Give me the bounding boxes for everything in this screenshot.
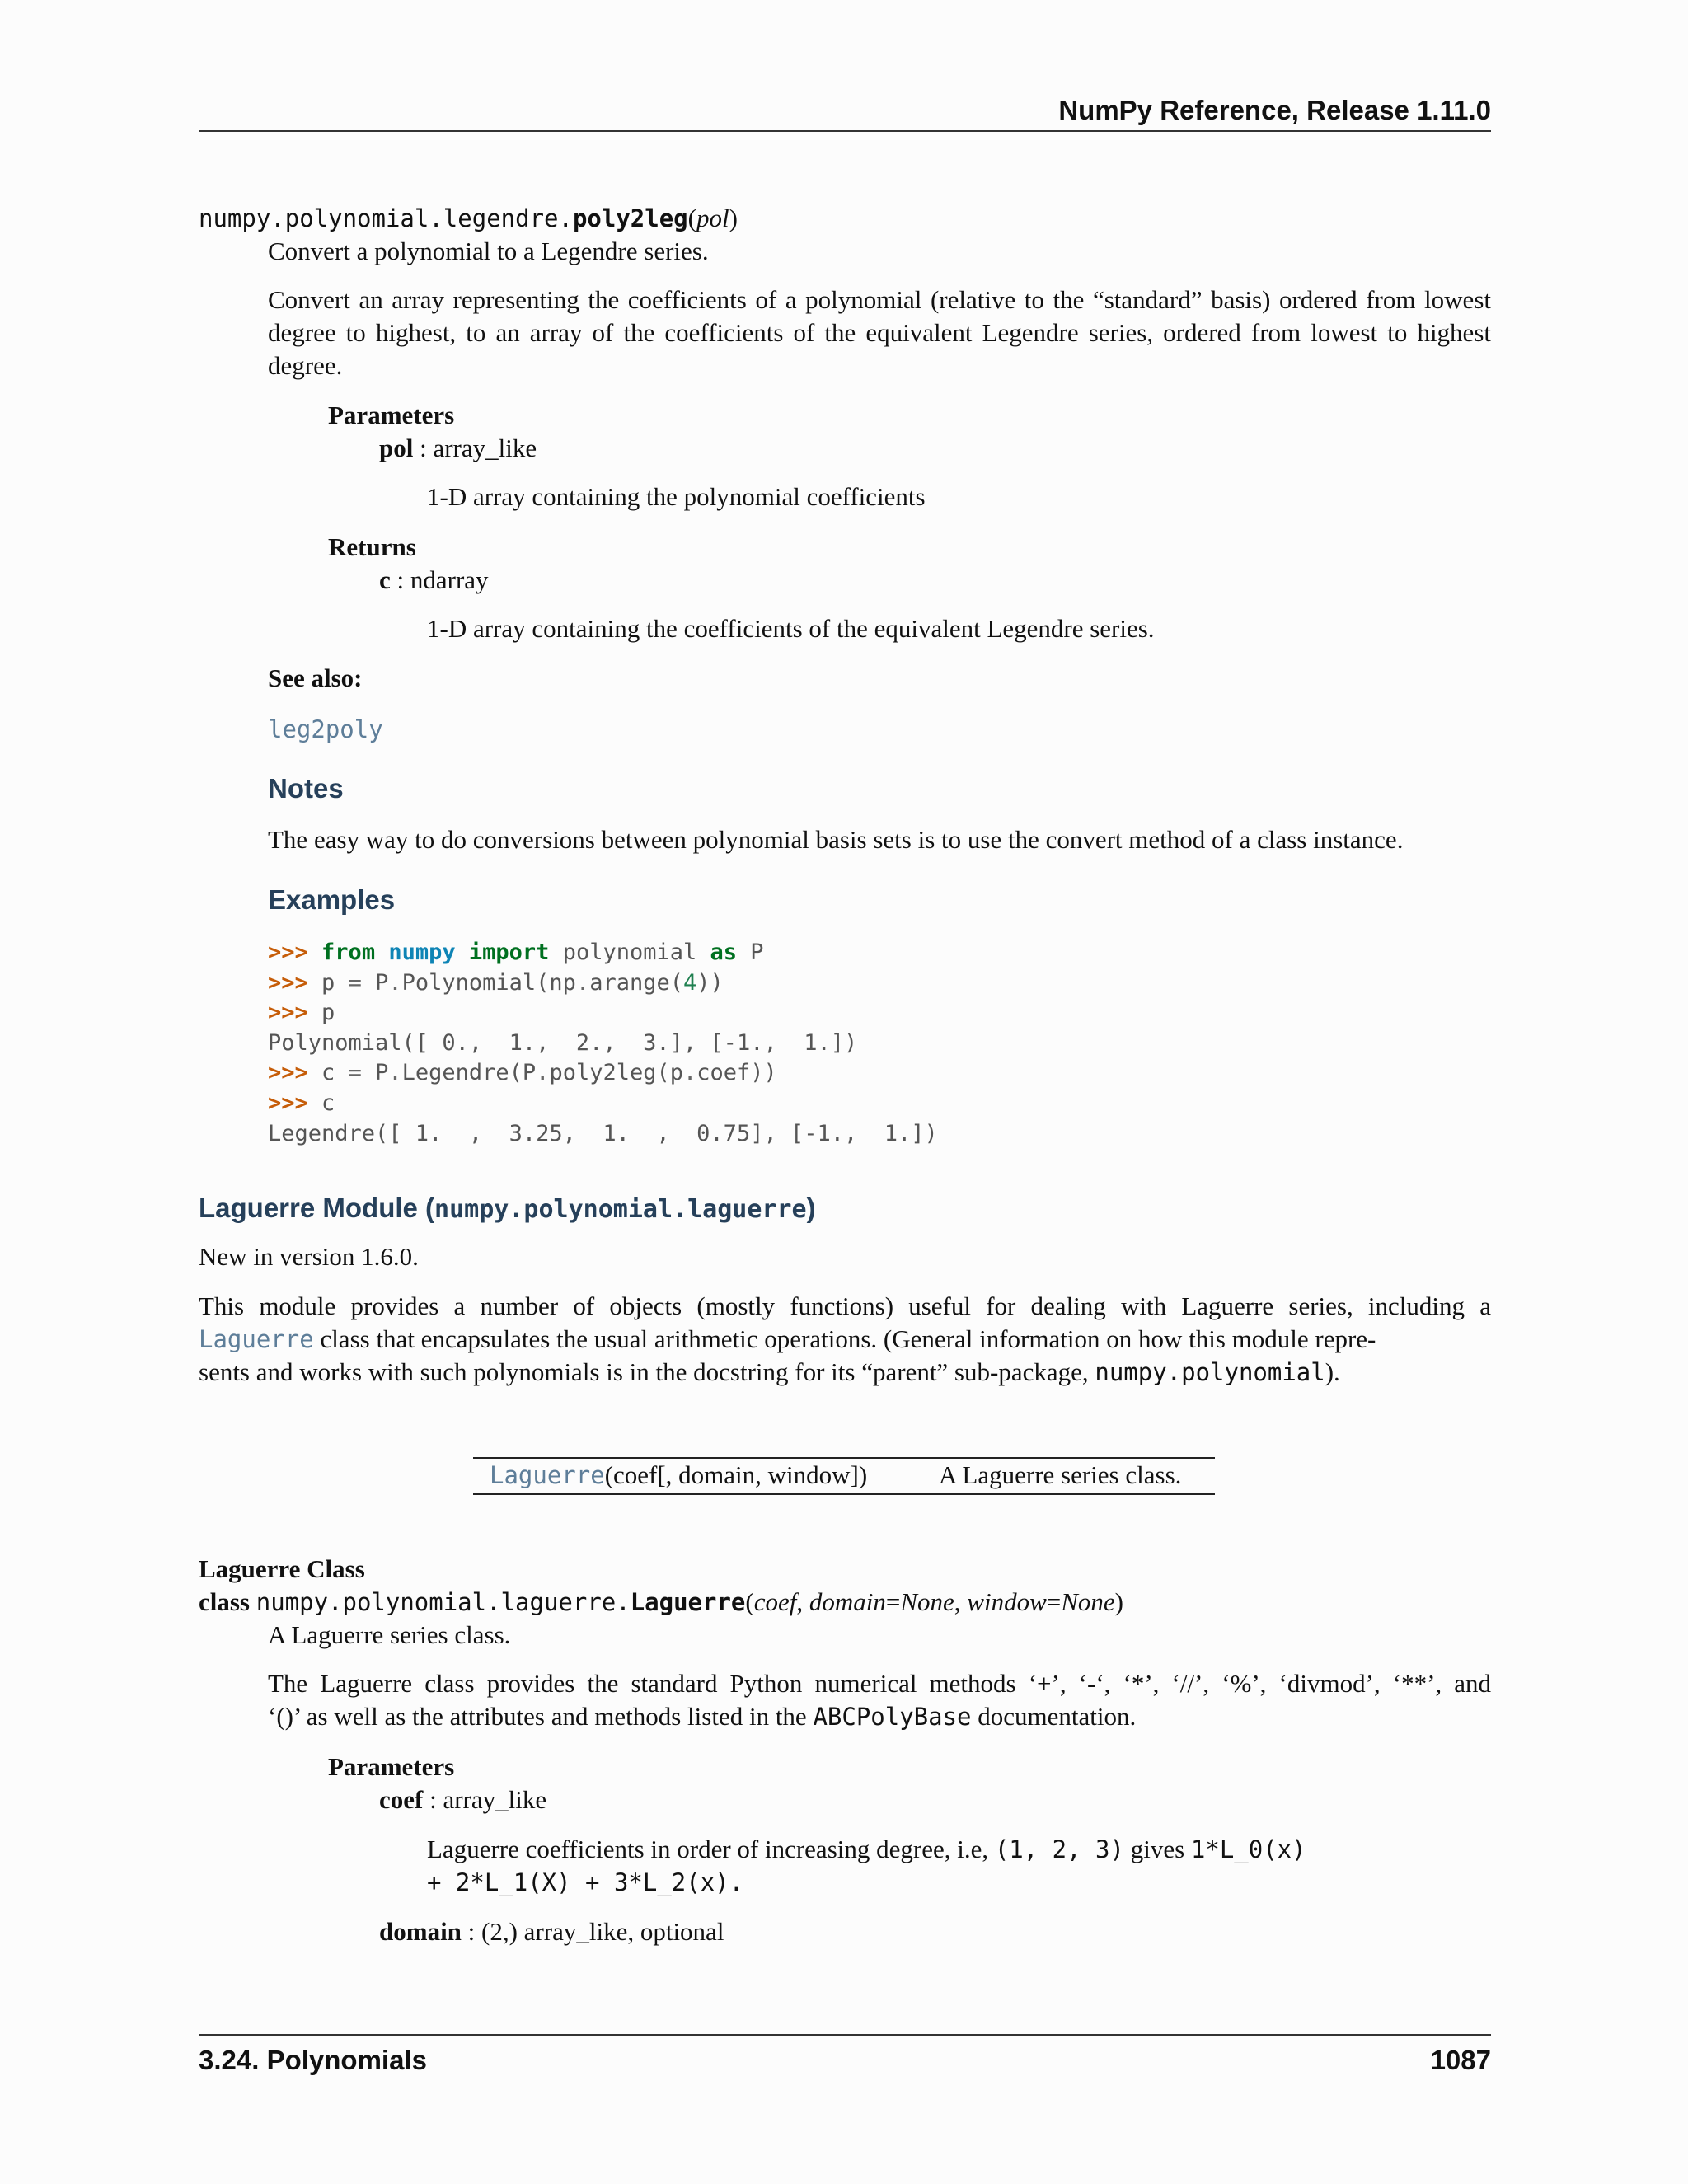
autosummary-table: [473, 1457, 1215, 1495]
class-param1-type: : array_like: [423, 1785, 547, 1814]
desc-line-2: [199, 1323, 1491, 1356]
sig-open-paren: (: [687, 204, 696, 232]
laguerre-module-description: [199, 1290, 1491, 1389]
param-pol-description: 1-D array containing the polynomial coefficients: [427, 482, 926, 511]
summary-signature: (coef[, domain, window]): [604, 1460, 868, 1489]
notes-heading: Notes: [268, 773, 344, 804]
page-footer: [199, 2034, 1491, 2075]
footer-page-number: 1087: [1430, 2045, 1491, 2075]
class-param-window-default: None: [1061, 1587, 1115, 1616]
sig-close-paren: ): [729, 204, 738, 232]
class-param1-name: coef: [379, 1785, 424, 1814]
coef-desc-line-1: [427, 1833, 1491, 1866]
laguerre-class-link[interactable]: Laguerre: [199, 1325, 314, 1353]
footer-section: 3.24. Polynomials: [199, 2045, 427, 2075]
return-type: : ndarray: [390, 565, 489, 594]
param-type: : array_like: [413, 434, 537, 462]
notes-text: The easy way to do conversions between polynomial basis sets is to use the convert method of a class instance.: [268, 825, 1404, 854]
class-sig-prefix: numpy.polynomial.laguerre.: [256, 1588, 631, 1616]
return-c: [379, 564, 489, 597]
example-code-block: >>> from numpy import polynomial as P >>> p = P.Polynomial(np.arange(4)) >>> p Polynomial([ 0., 1., 2., 3.], [-1., 1.]) >>> c = P.Legendre(P.poly2leg(p.coef)) >>> c Legendre([ 1. , 3.25, 1. , 0.75], [-1., 1.]): [268, 940, 938, 1146]
class-param-domain: domain: [809, 1587, 886, 1616]
class-parameters-label: Parameters: [328, 1752, 455, 1781]
returns-label: Returns: [328, 532, 416, 561]
new-in-version: New in version 1.6.0.: [199, 1242, 419, 1271]
examples-heading: Examples: [268, 884, 396, 915]
parent-package-name: numpy.polynomial: [1095, 1358, 1325, 1386]
class-param-domain-default: None: [900, 1587, 954, 1616]
heading-text: Laguerre Module (: [199, 1193, 435, 1223]
class-desc-line-1: The Laguerre class provides the standard Python numerical methods ‘+’, ‘-‘, ‘*’, ‘//’, ‘%’, ‘divmod’, ‘**’, and: [268, 1669, 1491, 1698]
desc-line-3-end: ).: [1325, 1357, 1340, 1386]
coef-example-terms-rest: + 2*L_1(X) + 3*L_2(x).: [427, 1868, 744, 1896]
class-param-domain-entry: [379, 1915, 724, 1948]
see-also-label: See also:: [268, 663, 363, 692]
summary-laguerre-link[interactable]: Laguerre: [490, 1461, 605, 1489]
sig-function-name: poly2leg: [572, 204, 688, 232]
summary-row-signature: [490, 1459, 867, 1492]
coef-desc-text: Laguerre coefficients in order of increasing degree, i.e,: [427, 1835, 995, 1863]
laguerre-class-summary: A Laguerre series class.: [268, 1620, 511, 1649]
desc-line-1: This module provides a number of objects (mostly functions) useful for dealing with Laguerre series, including a: [199, 1291, 1491, 1320]
return-name: c: [379, 565, 391, 594]
laguerre-class-title: Laguerre Class: [199, 1554, 365, 1583]
page-header: [199, 91, 1491, 132]
heading-close: ): [806, 1193, 816, 1223]
heading-module-path: numpy.polynomial.laguerre: [434, 1195, 807, 1224]
see-also-link-leg2poly[interactable]: leg2poly: [268, 715, 383, 743]
desc-line-2-text: class that encapsulates the usual arithmetic operations. (General information on how this module repre-: [313, 1324, 1376, 1353]
header-title: NumPy Reference, Release 1.11.0: [1058, 95, 1491, 125]
param-name: pol: [379, 434, 414, 462]
poly2leg-signature: [199, 202, 738, 235]
example-output-1: Polynomial([ 0., 1., 2., 3.], [-1., 1.]): [268, 1029, 858, 1056]
sig-prefix: numpy.polynomial.legendre.: [199, 204, 573, 232]
abcpolybase-name: ABCPolyBase: [813, 1703, 972, 1731]
laguerre-module-heading: [199, 1192, 816, 1226]
desc-line-3: [199, 1356, 1491, 1389]
param-pol: [379, 432, 537, 465]
coef-example-tuple: (1, 2, 3): [994, 1835, 1124, 1863]
return-c-description: 1-D array containing the coefficients of the equivalent Legendre series.: [427, 614, 1155, 643]
laguerre-class-description: [268, 1667, 1491, 1733]
laguerre-class-signature: class numpy.polynomial.laguerre.Laguerre(coef, domain=None, window=None): [199, 1587, 1123, 1616]
class-keyword: class: [199, 1587, 250, 1616]
poly2leg-summary: Convert a polynomial to a Legendre series.: [268, 237, 709, 265]
class-sig-name: Laguerre: [630, 1588, 746, 1616]
class-desc-line-2: [268, 1700, 1491, 1733]
desc-line-3-text: sents and works with such polynomials is in the docstring for its “parent” sub-package,: [199, 1357, 1095, 1386]
class-desc-line-2-text: ‘()’ as well as the attributes and methods listed in the: [268, 1702, 814, 1731]
example-output-2: Legendre([ 1. , 3.25, 1. , 0.75], [-1., 1.]): [268, 1120, 938, 1146]
class-param-coef-entry: [379, 1783, 546, 1816]
class-param-coef-description: [427, 1833, 1491, 1899]
document-page: [199, 0, 1491, 2184]
class-param-coef: coef: [753, 1587, 797, 1616]
class-param2-type: : (2,) array_like, optional: [461, 1917, 724, 1946]
class-desc-line-2-end: documentation.: [971, 1702, 1137, 1731]
class-param2-name: domain: [379, 1917, 462, 1946]
poly2leg-description: Convert an array representing the coefficients of a polynomial (relative to the “standard” basis) ordered from lowest degree to highest, to an array of the coefficients of the equivalent Legendre series, ordered from lowest to highest degree.: [268, 285, 1491, 380]
coef-example-term-1: 1*L_0(x): [1190, 1835, 1306, 1863]
summary-description: A Laguerre series class.: [939, 1460, 1182, 1489]
coef-gives: gives: [1123, 1835, 1191, 1863]
parameters-label: Parameters: [328, 401, 455, 429]
sig-param: pol: [696, 204, 729, 232]
class-param-window: window: [967, 1587, 1047, 1616]
